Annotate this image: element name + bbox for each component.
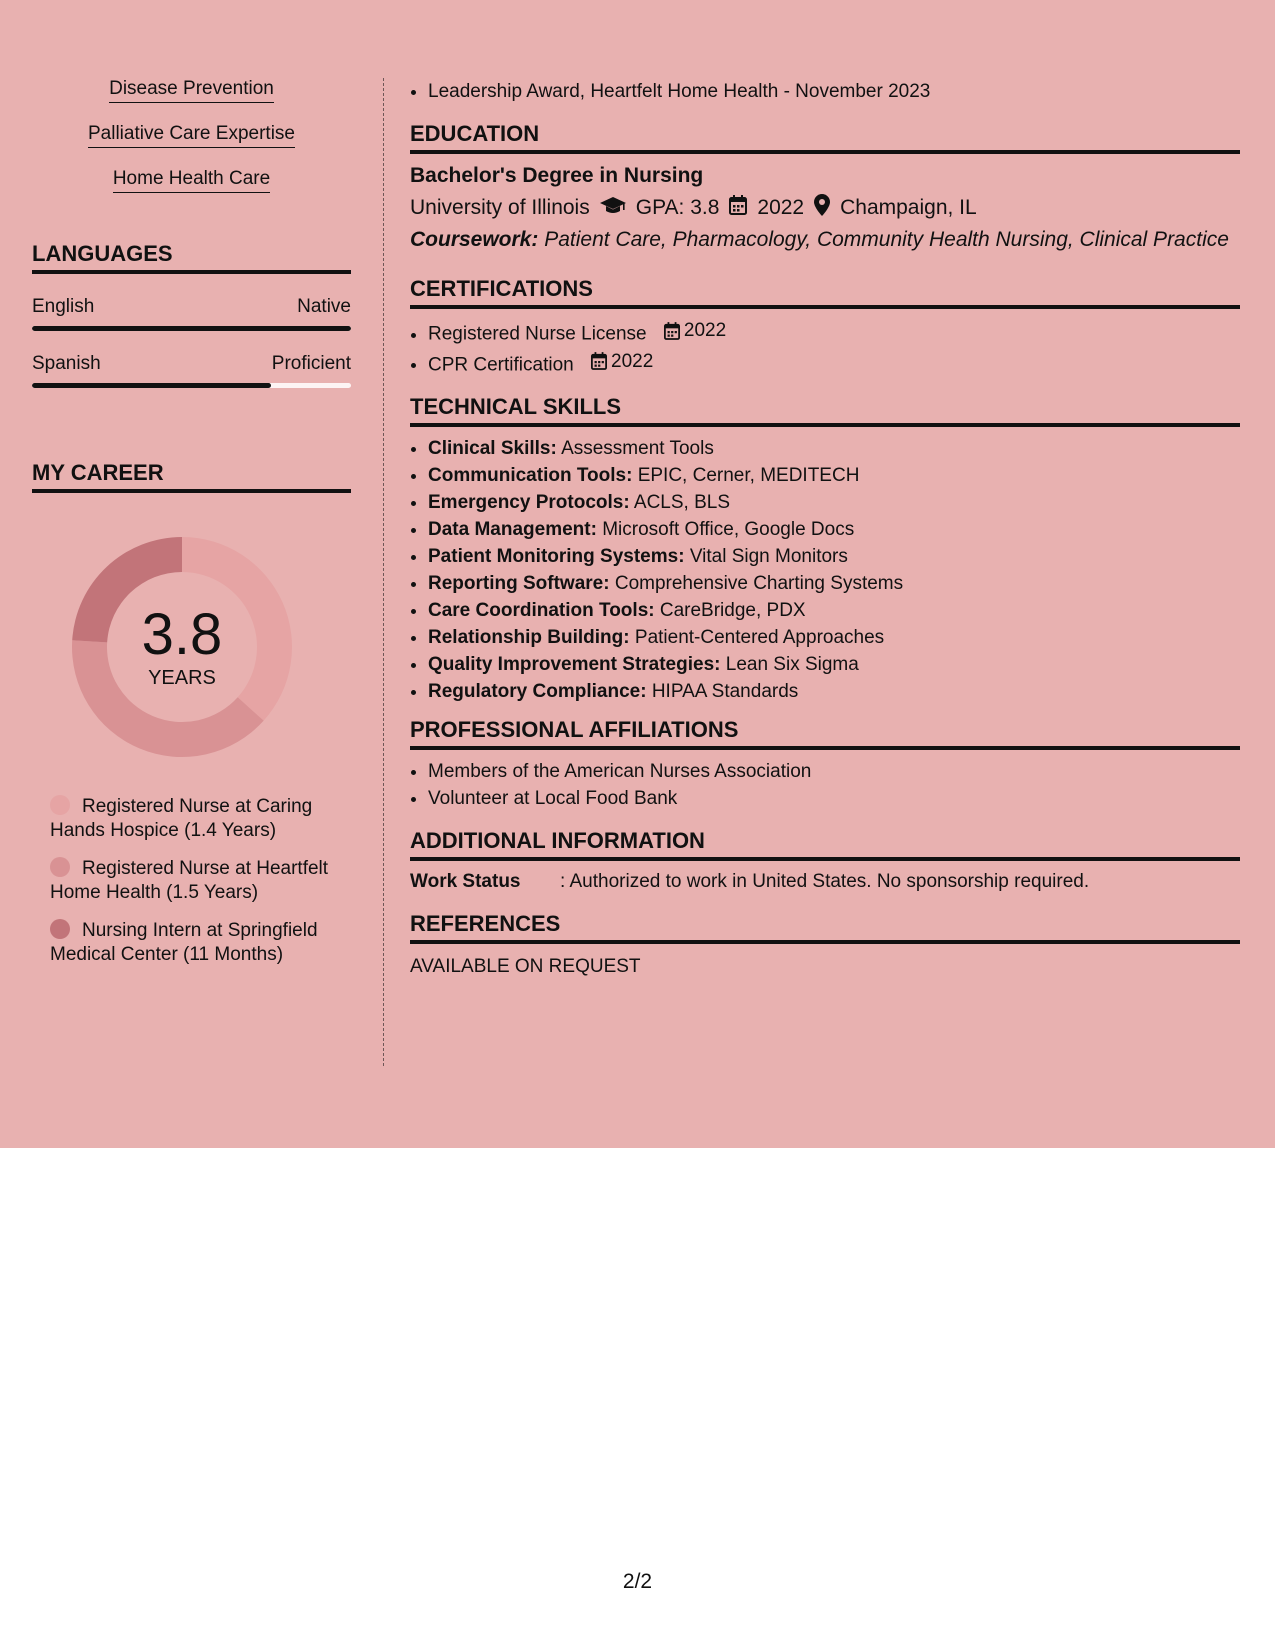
calendar-icon (664, 322, 680, 340)
skill-tag (32, 78, 351, 103)
legend-label: Nursing Intern at Springfield Medical Center (11 Months) (50, 920, 318, 965)
career-donut-chart (62, 527, 302, 767)
technical-skill-item (428, 543, 1240, 570)
skill-value: Patient-Centered Approaches (634, 627, 885, 648)
page-number: 2/2 (622, 1570, 653, 1593)
language-level-bar (32, 383, 351, 388)
certifications-title: CERTIFICATIONS (410, 276, 1240, 309)
skill-label: Communication Tools: (428, 465, 633, 486)
coursework-value: Patient Care, Pharmacology, Community Health Nursing, Clinical Practice (544, 228, 1229, 251)
technical-skills-list (410, 435, 1240, 705)
certification-year: 2022 (683, 320, 727, 341)
skill-value: EPIC, Cerner, MEDITECH (637, 465, 860, 486)
language-level-bar (32, 326, 351, 331)
language-level: Native (297, 296, 351, 317)
legend-dot-icon (50, 795, 70, 815)
languages-title: LANGUAGES (32, 241, 351, 274)
additional-info-title: ADDITIONAL INFORMATION (410, 828, 1240, 861)
skill-value: Comprehensive Charting Systems (614, 573, 904, 594)
affiliations-list (410, 758, 1240, 812)
skill-tag (32, 123, 351, 148)
skill-label: Patient Monitoring Systems: (428, 546, 685, 567)
career-legend (50, 795, 330, 967)
education-location: Champaign, IL (840, 196, 977, 219)
certification-list (410, 317, 1240, 378)
technical-skill-item (428, 489, 1240, 516)
work-status-row (410, 871, 1240, 893)
career-unit: YEARS (148, 666, 216, 689)
skill-label: Emergency Protocols: (428, 492, 630, 513)
education-details (410, 194, 1240, 222)
skill-label: Data Management: (428, 519, 597, 540)
technical-skills-title: TECHNICAL SKILLS (410, 394, 1240, 427)
education-school: University of Illinois (410, 196, 590, 219)
technical-skill-item (428, 651, 1240, 678)
skill-tag-label: Home Health Care (113, 168, 270, 193)
calendar-icon (591, 352, 607, 370)
legend-label: Registered Nurse at Caring Hands Hospice (1.4 Years) (50, 796, 313, 841)
skill-label: Relationship Building: (428, 627, 630, 648)
certification-year: 2022 (611, 350, 654, 372)
technical-skill-item (428, 624, 1240, 651)
work-status-label: Work Status (410, 871, 521, 892)
skill-label: Quality Improvement Strategies: (428, 654, 721, 675)
career-legend-item (50, 795, 330, 843)
language-name: Spanish (32, 353, 101, 374)
career-legend-item (50, 919, 330, 967)
skill-label: Care Coordination Tools: (428, 600, 655, 621)
skill-tag-label: Disease Prevention (109, 78, 274, 103)
skill-label: Regulatory Compliance: (428, 681, 647, 702)
technical-skill-item (428, 435, 1240, 462)
certification-item (428, 348, 1240, 379)
skill-value: Vital Sign Monitors (689, 546, 848, 567)
technical-skill-item (428, 462, 1240, 489)
skill-value: Lean Six Sigma (725, 654, 859, 675)
legend-dot-icon (50, 919, 70, 939)
skill-value: HIPAA Standards (651, 681, 799, 702)
left-column (32, 78, 351, 981)
technical-skill-item (428, 597, 1240, 624)
language-level-fill (32, 383, 271, 388)
right-column (410, 78, 1240, 978)
career-title: MY CAREER (32, 460, 351, 493)
skill-value: Microsoft Office, Google Docs (602, 519, 855, 540)
legend-dot-icon (50, 857, 70, 877)
location-pin-icon (814, 194, 830, 222)
language-name: English (32, 296, 95, 317)
legend-label: Registered Nurse at Heartfelt Home Health (1.5 Years) (50, 858, 329, 903)
language-level-fill (32, 326, 351, 331)
education-year: 2022 (757, 196, 805, 219)
skill-tag (32, 168, 351, 193)
skill-value: Assessment Tools (561, 438, 714, 459)
skill-label: Reporting Software: (428, 573, 610, 594)
education-title: EDUCATION (410, 121, 1240, 154)
affiliation-item: • Members of the American Nurses Association (428, 758, 1240, 785)
technical-skill-item (428, 516, 1240, 543)
column-divider (383, 78, 384, 1066)
award-item: • Leadership Award, Heartfelt Home Health - November 2023 (428, 78, 1240, 105)
career-total: 3.8 (141, 601, 223, 667)
language-entry (32, 296, 351, 331)
career-legend-item (50, 857, 330, 905)
certification-item (428, 317, 1240, 348)
education-gpa: GPA: 3.8 (635, 196, 720, 219)
affiliations-title: PROFESSIONAL AFFILIATIONS (410, 717, 1240, 750)
skill-tag-label: Palliative Care Expertise (88, 123, 295, 148)
graduation-cap-icon (600, 195, 626, 221)
certification-name: CPR Certification (428, 354, 574, 375)
skill-value: ACLS, BLS (633, 492, 731, 513)
certification-name: Registered Nurse License (428, 323, 647, 345)
skill-value: CareBridge, PDX (659, 600, 806, 621)
calendar-icon (729, 195, 747, 221)
affiliation-item: • Volunteer at Local Food Bank (428, 785, 1240, 812)
language-level: Proficient (271, 353, 351, 374)
technical-skill-item (428, 570, 1240, 597)
references-title: REFERENCES (410, 911, 1240, 944)
award-list (410, 78, 1240, 105)
skill-label: Clinical Skills: (428, 438, 557, 459)
language-entry (32, 353, 351, 388)
technical-skill-item (428, 678, 1240, 705)
education-coursework (410, 228, 1240, 252)
coursework-label: Coursework: (410, 228, 539, 251)
references-text: AVAILABLE ON REQUEST (410, 956, 641, 977)
work-status-value: : Authorized to work in United States. No sponsorship required. (560, 871, 1090, 892)
education-degree: Bachelor's Degree in Nursing (410, 164, 704, 187)
